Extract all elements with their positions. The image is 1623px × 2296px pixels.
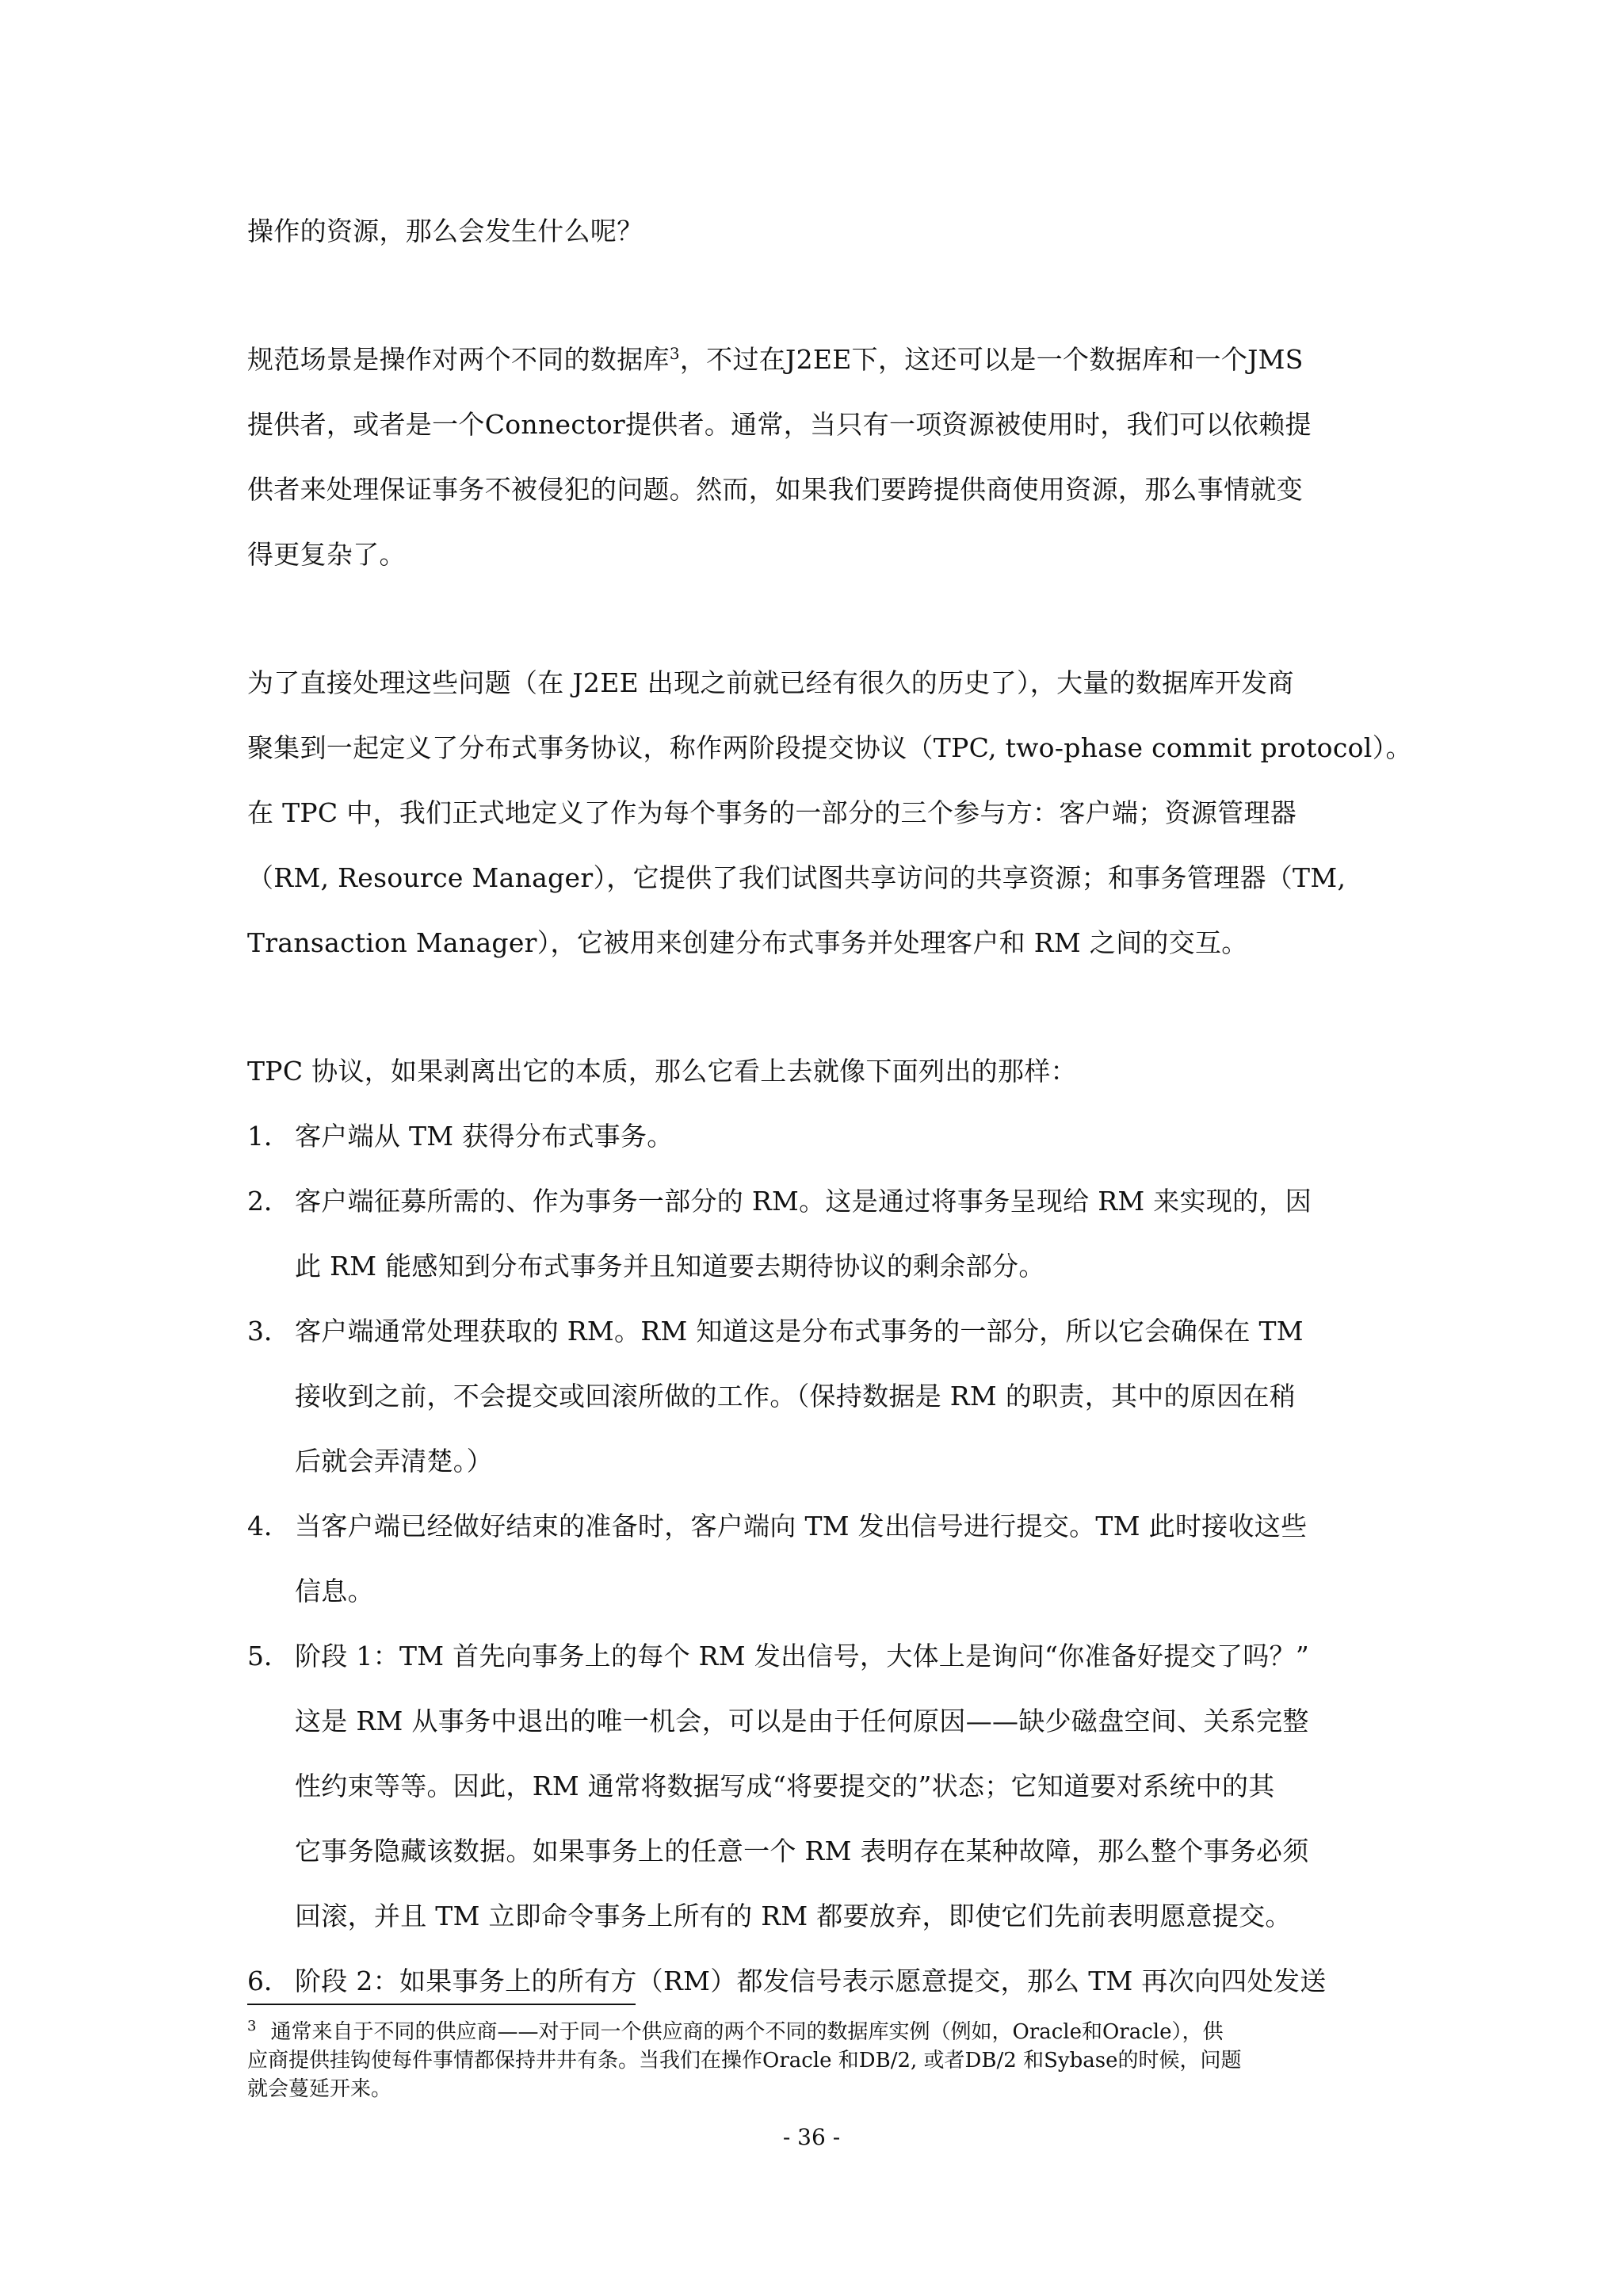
list-item: 阶段 1：TM 首先向事务上的每个 RM 发出信号，大体上是询问“你准备好提交了吗？”	[295, 1641, 1310, 1671]
list-item: 客户端通常处理获取的 RM。RM 知道这是分布式事务的一部分，所以它会确保在 TM	[295, 1316, 1304, 1347]
page-number: - 36 -	[782, 2124, 841, 2150]
list-item: 当客户端已经做好结束的准备时，客户端向 TM 发出信号进行提交。TM 此时接收这些	[295, 1511, 1308, 1541]
footnote-rule	[247, 2004, 636, 2005]
text-run: 通常来自于不同的供应商——对于同一个供应商的两个不同的数据库实例（例如，Oracle和Oracle），供	[270, 2020, 1224, 2044]
paragraph-line: 聚集到一起定义了分布式事务协议，称作两阶段提交协议（TPC, two-phase commit protocol）。	[247, 732, 1412, 763]
list-number: 6．	[247, 1966, 290, 1996]
list-number: 3．	[247, 1316, 290, 1347]
list-item: 这是 RM 从事务中退出的唯一机会，可以是由于任何原因——缺少磁盘空间、关系完整	[295, 1706, 1309, 1736]
list-item: 回滚，并且 TM 立即命令事务上所有的 RM 都要放弃，即使它们先前表明愿意提交。	[295, 1901, 1292, 1931]
footnote-reference: 3	[669, 344, 680, 363]
paragraph-line: TPC 协议，如果剥离出它的本质，那么它看上去就像下面列出的那样：	[247, 1056, 1077, 1087]
footnote-line	[247, 2019, 1381, 2045]
list-number: 2．	[247, 1186, 290, 1217]
paragraph-line: Transaction Manager），它被用来创建分布式事务并处理客户和 RM 之间的交互。	[247, 927, 1248, 958]
list-item: 接收到之前，不会提交或回滚所做的工作。（保持数据是 RM 的职责，其中的原因在稍	[295, 1381, 1296, 1412]
list-item: 性约束等等。因此，RM 通常将数据写成“将要提交的”状态；它知道要对系统中的其	[295, 1771, 1275, 1801]
paragraph-line: 为了直接处理这些问题（在 J2EE 出现之前就已经有很久的历史了），大量的数据库开发商	[247, 667, 1294, 698]
paragraph-line: 操作的资源，那么会发生什么呢？	[247, 216, 643, 246]
footnote-line: 就会蔓延开来。	[247, 2077, 392, 2101]
paragraph-line: 在 TPC 中，我们正式地定义了作为每个事务的一部分的三个参与方：客户端；资源管理器	[247, 797, 1297, 828]
paragraph-line: 得更复杂了。	[247, 539, 406, 570]
text-run: ，不过在J2EE下，这还可以是一个数据库和一个JMS	[679, 344, 1304, 375]
list-number: 5．	[247, 1641, 290, 1671]
list-item: 客户端从 TM 获得分布式事务。	[295, 1121, 674, 1152]
list-item: 它事务隐藏该数据。如果事务上的任意一个 RM 表明存在某种故障，那么整个事务必须	[295, 1836, 1309, 1866]
list-item: 此 RM 能感知到分布式事务并且知道要去期待协议的剩余部分。	[295, 1251, 1045, 1282]
list-number: 4．	[247, 1511, 290, 1541]
text-run: 规范场景是操作对两个不同的数据库	[247, 344, 670, 375]
paragraph-line: （RM, Resource Manager），它提供了我们试图共享访问的共享资源；和事务管理器（TM,	[247, 862, 1346, 893]
list-item: 后就会弄清楚。）	[295, 1446, 493, 1477]
paragraph-line: 提供者，或者是一个Connector提供者。通常，当只有一项资源被使用时，我们可以依赖提	[247, 409, 1312, 440]
paragraph-line	[247, 344, 1381, 376]
footnote-mark: 3	[247, 2018, 257, 2035]
list-number: 1．	[247, 1121, 290, 1152]
list-item: 信息。	[295, 1576, 374, 1606]
paragraph-line: 供者来处理保证事务不被侵犯的问题。然而，如果我们要跨提供商使用资源，那么事情就变	[247, 474, 1303, 505]
list-item: 客户端征募所需的、作为事务一部分的 RM。这是通过将事务呈现给 RM 来实现的，因	[295, 1186, 1312, 1217]
list-item: 阶段 2：如果事务上的所有方（RM）都发信号表示愿意提交，那么 TM 再次向四处发送	[295, 1966, 1327, 1996]
footnote-line: 应商提供挂钩使每件事情都保持井井有条。当我们在操作Oracle 和DB/2, 或者DB/2 和Sybase的时候，问题	[247, 2049, 1242, 2073]
